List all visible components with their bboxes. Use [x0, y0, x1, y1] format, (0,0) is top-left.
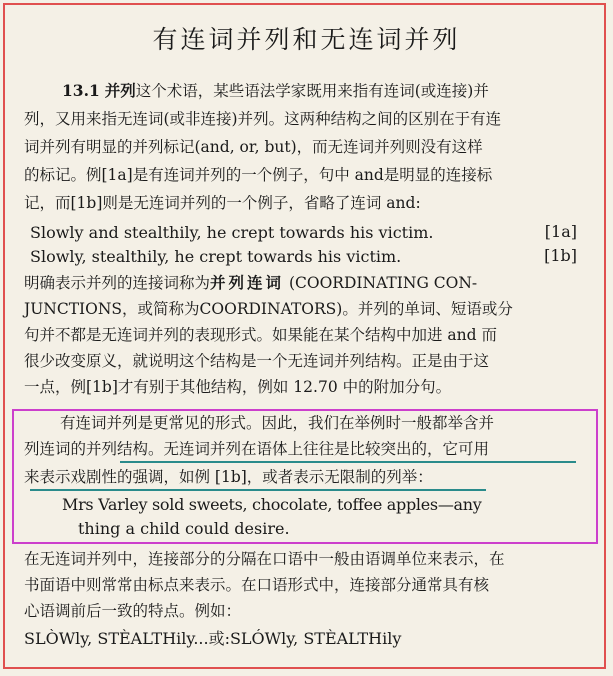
- para3-line2: 列连词的并列结构。无连词并列在语体上往往是比较突出的，它可用: [24, 440, 490, 458]
- para1-line4: 的标记。例[1a]是有连词并列的一个例子，句中 and是明显的连接标: [24, 166, 493, 184]
- example-1a: Slowly and stealthily, he crept towards his victim.: [30, 223, 434, 242]
- para1-line2: 列，又用来指无连词(或非连接)并列。这两种结构之间的区别在于有连: [24, 110, 502, 128]
- para2-line1: [24, 272, 477, 294]
- example-1b-tag: [1b]: [544, 246, 577, 265]
- para1-line1-text: 这个术语，某些语法学家既用来指有连词(或连接)并: [135, 82, 489, 100]
- term-coordinating-conjunctions: 并列连词: [210, 273, 285, 292]
- example-1a-tag: [1a]: [544, 222, 577, 241]
- para2-line5: 一点，例[1b]才有别于其他结构，例如 12.70 中的附加分句。: [24, 378, 452, 396]
- para2-line3: 句并不都是无连词并列的表现形式。如果能在某个结构中加进 and 而: [24, 326, 498, 344]
- para2-line2: JUNCTIONS，或简称为COORDINATORS)。并列的单词、短语或分: [24, 300, 513, 318]
- para2-line1-a: 明确表示并列的连接词称为: [24, 274, 211, 292]
- underline-2: [30, 489, 486, 491]
- para3-line3: 来表示戏剧性的强调，如例 [1b]，或者表示无限制的列举：: [24, 468, 433, 486]
- para1-line1: [62, 80, 489, 102]
- para1-line5: 记，而[1b]则是无连词并列的一个例子，省略了连词 and:: [24, 194, 421, 212]
- para4-line1: 在无连词并列中，连接部分的分隔在口语中一般由语调单位来表示，在: [24, 550, 505, 568]
- para4-line4: SLÒWly, STÈALTHily...或:SLÓWly, STÈALTHily: [24, 629, 402, 648]
- para2-line4: 很少改变原义，就说明这个结构是一个无连词并列结构。正是由于这: [24, 352, 490, 370]
- para2-line1-b: (COORDINATING CON-: [288, 274, 478, 292]
- example-2-line2: thing a child could desire.: [78, 519, 290, 538]
- term-coordination: 并列: [104, 81, 136, 100]
- example-2-line1: Mrs Varley sold sweets, chocolate, toffee apples—any: [62, 495, 482, 514]
- example-1b: Slowly, stealthily, he crept towards his victim.: [30, 247, 402, 266]
- page-title: 有连词并列和无连词并列: [152, 25, 461, 54]
- para3-line1: 有连词并列是更常见的形式。因此，我们在举例时一般都举含并: [60, 414, 495, 432]
- para4-line2: 书面语中则常常由标点来表示。在口语形式中，连接部分通常具有核: [24, 576, 490, 594]
- section-number: 13.1: [62, 81, 100, 100]
- para1-line3: 词并列有明显的并列标记(and, or, but)，而无连词并列则没有这样: [24, 138, 483, 156]
- underline-1: [120, 461, 576, 463]
- para4-line3: 心语调前后一致的特点。例如：: [24, 602, 242, 620]
